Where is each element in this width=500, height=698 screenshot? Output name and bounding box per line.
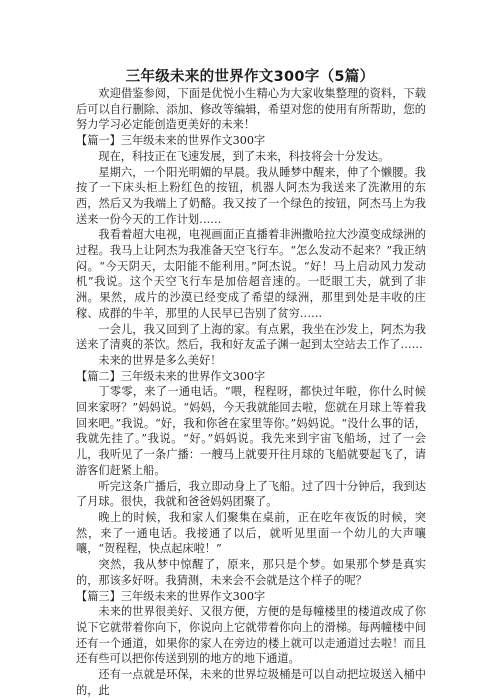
- section-heading: 【篇二】三年级未来的世界作文300字: [76, 369, 266, 383]
- body-paragraph: 还有一点就是环保，未来的世界垃圾桶是可以自动把垃圾送入桶中的，此: [76, 668, 426, 697]
- body-paragraph: 欢迎借鉴参阅，下面是优悦小生精心为大家收集整理的资料，下载后可以自行删除、添加、修改等编辑，希望对您的使用有所帮助，您的努力学习必定能创造更美好的未来！: [76, 87, 426, 132]
- body-paragraph: 未来的世界是多么美好！: [98, 353, 222, 367]
- body-paragraph: 晚上的时候，我和家人们聚集在桌前，正在吃年夜饭的时候，突然，来了一通电话。我接通了以后，就听见里面一个幼儿的大声嚷嚷，“贺程程，快点起床啦！”: [76, 510, 426, 556]
- body-paragraph: 星期六，一个阳光明媚的早晨。我从睡梦中醒来，伸了个懒腰。我按了一下床头柜上粉红色的按钮，机器人阿杰为我送来了洗漱用的东西，然后又为我端上了奶酪。我又按了一个绿色的按钮，阿杰马上为我送来一份今天的工作计划……: [76, 165, 426, 226]
- body-paragraph: 现在，科技正在飞速发展，到了未来，科技将会十分发达。: [98, 149, 390, 163]
- document-title: 三年级未来的世界作文300字（5篇）: [125, 69, 375, 85]
- body-paragraph: 我看着超大电视，电视画面正直播着非洲撒哈拉大沙漠变成绿洲的过程。我马上让阿杰为我准备天空飞行车。“怎么发动不起来？”我正纳闷。“今天阴天，太阳能不能利用。”阿杰说。“好！马上启动风力发动机”我说。这个天空飞行车是加倍超音速的。一眨眼工夫，就到了非洲。果然，成片的沙漠已经变成了希望的绿洲，那里到处是丰收的庄稼、成群的牛羊，那里的人民早已告别了贫穷……: [76, 228, 426, 320]
- section-heading: 【篇一】三年级未来的世界作文300字: [76, 134, 266, 148]
- body-paragraph: 突然，我从梦中惊醒了，原来，那只是个梦。如果那个梦是真实的，那该多好呀。我猜测，未来会不会就是这个样子的呢？: [76, 558, 426, 587]
- body-paragraph: 听完这条广播后，我立即动身上了飞船。过了四十分钟后，我到达了月球。很快，我就和爸爸妈妈团聚了。: [76, 479, 426, 509]
- document-body: [76, 86, 426, 698]
- body-paragraph: 未来的世界很美好、又很方便，方便的是每幢楼里的楼道改成了你说下它就带着你向下，你说向上它就带着你向上的滑梯。每两幢楼中间还有一个通道，如果你的家人在旁边的楼上就可以走通道过去啦！而且还有些可以把你传送到别的地方的地下通道。: [76, 605, 426, 666]
- body-paragraph: 一会儿，我又回到了上海的家。有点累，我坐在沙发上，阿杰为我送来了清爽的茶饮。然后，我和好友孟子渊一起到太空站去工作了……: [76, 322, 426, 352]
- section-heading: 【篇三】三年级未来的世界作文300字: [76, 589, 266, 603]
- body-paragraph: 丁零零，来了一通电话。“喂，程程呀，都快过年啦，你什么时候回来家呀？”妈妈说。“妈妈，今天我就能回去啦，您就在月球上等着我回来吧。”我说。“好，我和你爸在家里等你。”妈妈说。“没什么事的话，我就先挂了。”我说。“好。”妈妈说。我先来到宇宙飞船场，过了一会儿，我听见了一条广播：一艘马上就要开往月球的飞船就要起飞了，请游客们赶紧上船。: [76, 385, 426, 477]
